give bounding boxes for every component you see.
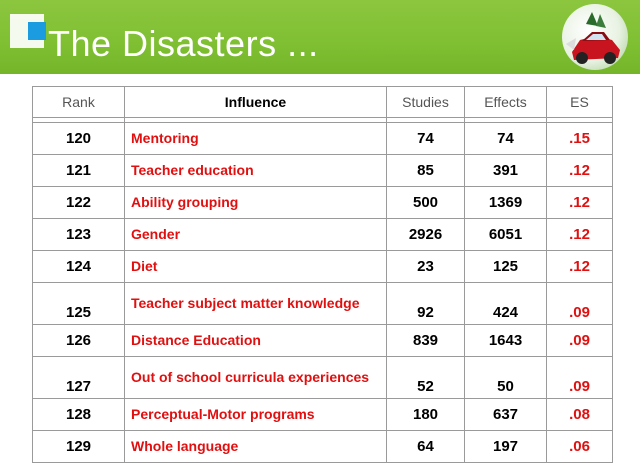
studies-cell: 23: [387, 251, 465, 283]
studies-cell: 2926: [387, 219, 465, 251]
table-row: [33, 325, 613, 357]
effects-cell: 1643: [465, 325, 547, 357]
studies-cell: 74: [387, 123, 465, 155]
table-row: [33, 251, 613, 283]
rank-cell: 122: [33, 187, 125, 219]
col-header-es: ES: [547, 87, 613, 118]
es-cell: .06: [547, 431, 613, 463]
influence-cell: Gender: [125, 219, 387, 251]
es-cell: .09: [547, 357, 613, 399]
studies-cell: 500: [387, 187, 465, 219]
es-cell: .09: [547, 283, 613, 325]
effects-cell: 391: [465, 155, 547, 187]
table-row: [33, 155, 613, 187]
effects-cell: 125: [465, 251, 547, 283]
header-row: [33, 87, 613, 118]
rank-cell: 128: [33, 399, 125, 431]
influence-cell: Perceptual-Motor programs: [125, 399, 387, 431]
car-crash-image: [562, 4, 628, 70]
table-row: [33, 431, 613, 463]
col-header-studies: Studies: [387, 87, 465, 118]
effects-cell: 1369: [465, 187, 547, 219]
studies-cell: 839: [387, 325, 465, 357]
logo-square-blue: [28, 22, 46, 40]
table-row: [33, 357, 613, 399]
influence-cell: Diet: [125, 251, 387, 283]
table-row: [33, 399, 613, 431]
rank-cell: 121: [33, 155, 125, 187]
es-cell: .12: [547, 187, 613, 219]
es-cell: .12: [547, 251, 613, 283]
disasters-table: [32, 86, 613, 463]
studies-cell: 64: [387, 431, 465, 463]
es-cell: .12: [547, 155, 613, 187]
col-header-effects: Effects: [465, 87, 547, 118]
influence-cell: Distance Education: [125, 325, 387, 357]
es-cell: .15: [547, 123, 613, 155]
rank-cell: 120: [33, 123, 125, 155]
rank-cell: 127: [33, 357, 125, 399]
slide-title: The Disasters ...: [48, 23, 319, 64]
influence-cell: Out of school curricula experiences: [125, 357, 387, 399]
effects-cell: 637: [465, 399, 547, 431]
es-cell: .12: [547, 219, 613, 251]
effects-cell: 197: [465, 431, 547, 463]
title-banner: [0, 0, 640, 74]
influence-cell: Teacher education: [125, 155, 387, 187]
rank-cell: 124: [33, 251, 125, 283]
influence-cell: Mentoring: [125, 123, 387, 155]
table-row: [33, 283, 613, 325]
col-header-influence: Influence: [125, 87, 387, 118]
effects-cell: 74: [465, 123, 547, 155]
effects-cell: 424: [465, 283, 547, 325]
studies-cell: 180: [387, 399, 465, 431]
rank-cell: 129: [33, 431, 125, 463]
effects-cell: 6051: [465, 219, 547, 251]
rank-cell: 126: [33, 325, 125, 357]
col-header-rank: Rank: [33, 87, 125, 118]
effects-cell: 50: [465, 357, 547, 399]
studies-cell: 92: [387, 283, 465, 325]
table-row: [33, 123, 613, 155]
rank-cell: 125: [33, 283, 125, 325]
es-cell: .09: [547, 325, 613, 357]
es-cell: .08: [547, 399, 613, 431]
influence-cell: Ability grouping: [125, 187, 387, 219]
car-crash-icon: [562, 4, 628, 70]
studies-cell: 52: [387, 357, 465, 399]
table-row: [33, 187, 613, 219]
influence-cell: Teacher subject matter knowledge: [125, 283, 387, 325]
studies-cell: 85: [387, 155, 465, 187]
rank-cell: 123: [33, 219, 125, 251]
table-row: [33, 219, 613, 251]
influence-cell: Whole language: [125, 431, 387, 463]
